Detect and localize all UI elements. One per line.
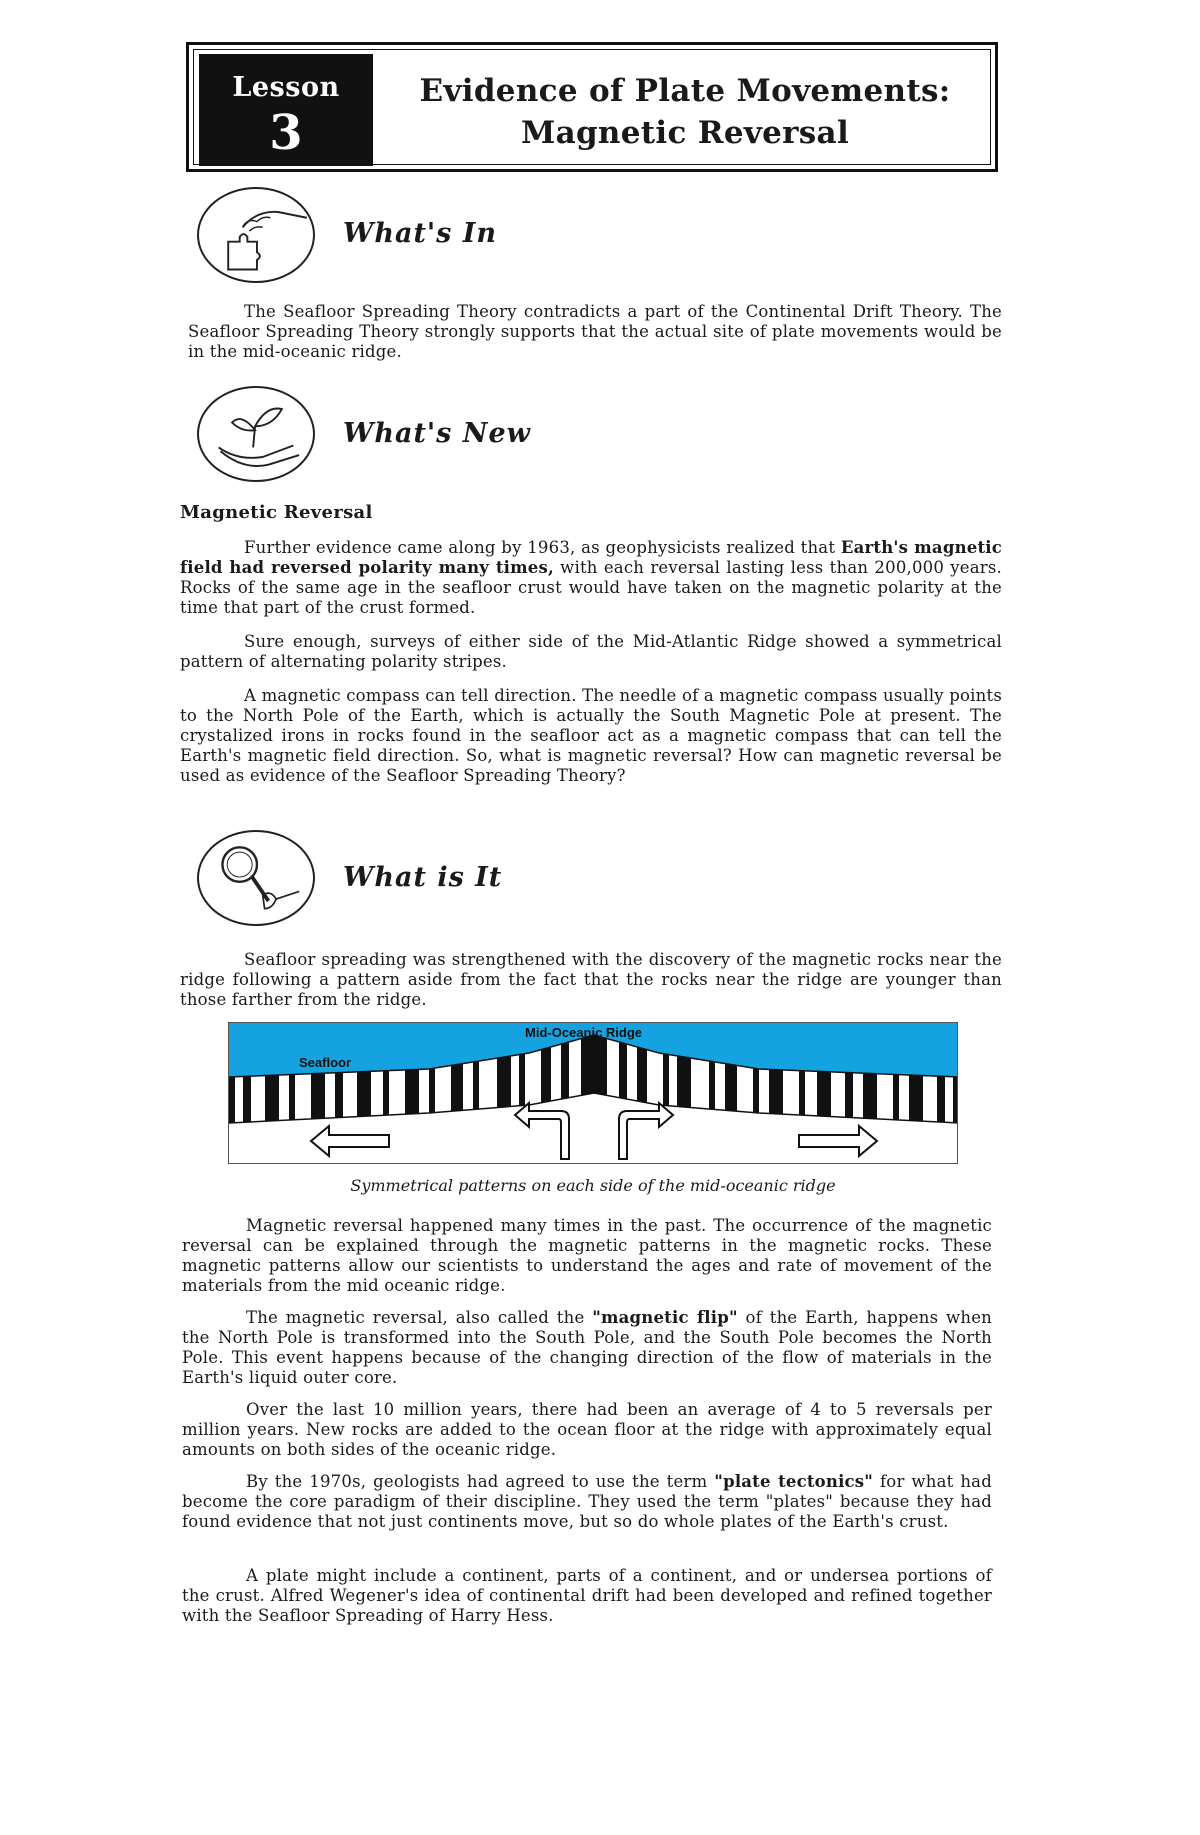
lesson-header xyxy=(186,42,998,172)
whats-new-paragraph-2: Sure enough, surveys of either side of the Mid-Atlantic Ridge showed a symmetrical pattern of alternating polarity stripes. xyxy=(180,632,1002,671)
magnetic-reversal-subheading: Magnetic Reversal xyxy=(180,502,373,523)
lesson-badge xyxy=(199,54,373,166)
lesson-number: 3 xyxy=(269,105,303,161)
whats-in-title: What's In xyxy=(343,218,498,249)
magnetic-stripes-diagram xyxy=(228,1022,958,1164)
whats-new-paragraph-1 xyxy=(180,538,1002,618)
p1-text-a: Further evidence came along by 1963, as geophysicists realized that xyxy=(244,538,841,557)
what-is-it-paragraph-3 xyxy=(182,1308,992,1388)
p1-bold: Earth's magnetic field had reversed polarity many times, xyxy=(180,538,1002,577)
lesson-header-inner-border xyxy=(193,49,991,165)
arrow-up-right-icon xyxy=(619,1103,673,1159)
arrow-up-left-icon xyxy=(515,1103,569,1159)
label-mid-oceanic-ridge: Mid-Oceanic Ridge xyxy=(525,1025,643,1040)
p5-text-b: for what had become the core paradigm of their discipline. They used the term "plates" because they had found evidence that not just continents move, but so do whole plates of the Earth's crust. xyxy=(182,1472,992,1531)
p5-text-a: By the 1970s, geologists had agreed to use the term xyxy=(246,1472,715,1491)
hand-puzzle-piece-icon xyxy=(197,187,315,283)
lesson-label: Lesson xyxy=(232,72,340,103)
p3-text-b: of the Earth, happens when the North Pole is transformed into the South Pole, and the South Pole becomes the North Pole. This event happens because of the changing direction of the flow of materials in the Earth's liquid outer core. xyxy=(182,1308,992,1387)
lesson-title xyxy=(380,70,990,154)
diagram-svg xyxy=(229,1023,958,1164)
p3-bold: "magnetic flip" xyxy=(592,1308,738,1327)
what-is-it-paragraph-2: Magnetic reversal happened many times in the past. The occurrence of the magnetic reversal can be explained through the magnetic patterns in the magnetic rocks. These magnetic patterns allow our scientists to understand the ages and rate of movement of the materials from the mid oceanic ridge. xyxy=(182,1216,992,1295)
what-is-it-paragraph-4: Over the last 10 million years, there had been an average of 4 to 5 reversals per million years. New rocks are added to the ocean floor at the ridge with approximately equal amounts on both sides of the oceanic ridge. xyxy=(182,1400,992,1459)
diagram-caption: Symmetrical patterns on each side of the mid-oceanic ridge xyxy=(350,1176,836,1195)
what-is-it-paragraph-1: Seafloor spreading was strengthened with the discovery of the magnetic rocks near the ridge following a pattern aside from the fact that the rocks near the ridge are younger than those farther from the ridge. xyxy=(180,950,1002,1009)
p1-text-b: with each reversal lasting less than 200,000 years. Rocks of the same age in the seafloor crust would have taken on the magnetic polarity at the time that part of the crust formed. xyxy=(180,558,1003,617)
lesson-title-line1: Evidence of Plate Movements: xyxy=(419,73,951,109)
whats-in-paragraph: The Seafloor Spreading Theory contradicts a part of the Continental Drift Theory. The Seafloor Spreading Theory strongly supports that the actual site of plate movements would be in the mid-oceanic ridge. xyxy=(188,302,1002,361)
whats-new-title: What's New xyxy=(343,418,531,449)
hand-magnifying-glass-icon xyxy=(197,830,315,926)
whats-new-paragraph-3: A magnetic compass can tell direction. The needle of a magnetic compass usually points to the North Pole of the Earth, which is actually the South Magnetic Pole at present. The crystalized irons in rocks found in the seafloor act as a magnetic compass that can tell the Earth's magnetic field direction. So, what is magnetic reversal? How can magnetic reversal be used as evidence of the Seafloor Spreading Theory? xyxy=(180,686,1002,785)
arrow-right-icon xyxy=(799,1126,877,1156)
label-seafloor: Seafloor xyxy=(299,1055,352,1070)
hand-seedling-icon xyxy=(197,386,315,482)
p3-text-a: The magnetic reversal, also called the xyxy=(246,1308,593,1327)
arrow-left-icon xyxy=(311,1126,389,1156)
lesson-title-line2: Magnetic Reversal xyxy=(520,115,850,151)
what-is-it-paragraph-6: A plate might include a continent, parts of a continent, and or undersea portions of the crust. Alfred Wegener's idea of continental drift had been developed and refined together with the Seafloor Spreading of Harry Hess. xyxy=(182,1566,992,1625)
p5-bold: "plate tectonics" xyxy=(714,1472,874,1491)
what-is-it-title: What is It xyxy=(343,862,503,893)
what-is-it-paragraph-5 xyxy=(182,1472,992,1532)
